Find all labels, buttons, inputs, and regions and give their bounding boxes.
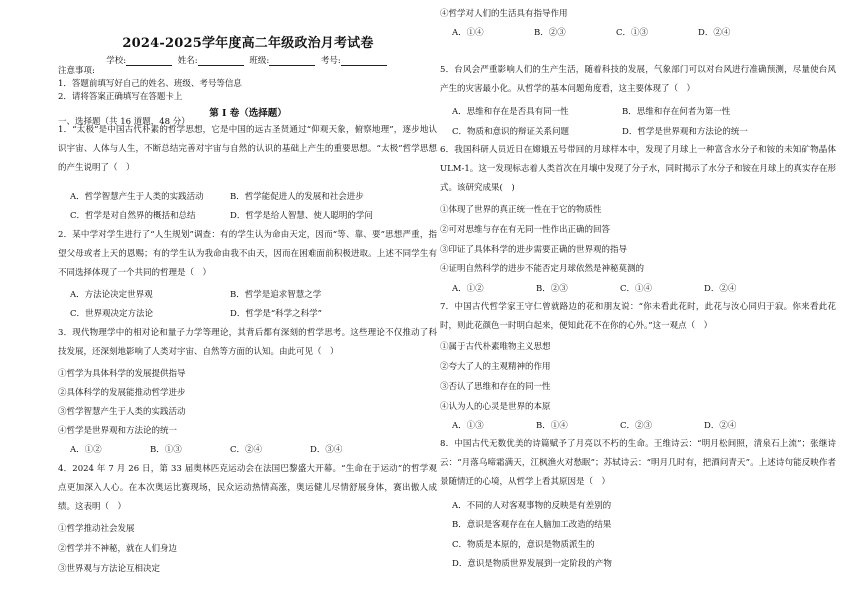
name-blank[interactable]	[198, 56, 244, 66]
q6-option-d[interactable]: D．②④	[704, 284, 737, 294]
section-title: 第 I 卷（选择题）	[209, 108, 287, 119]
q8-option-a[interactable]: A．不同的人对客观事物的反映是有差别的	[452, 501, 612, 511]
q6-options	[452, 285, 736, 294]
q1-options-row1	[70, 193, 364, 202]
note-item-2: 2．请将答案正确填写在答题卡上	[58, 92, 183, 102]
q4-item-1: ①哲学推动社会发展	[58, 524, 135, 534]
q8-option-b[interactable]: B．意识是客观存在在人脑加工改造的结果	[452, 520, 612, 530]
q4-options	[452, 29, 730, 38]
page-title: 2024-2025学年度高二年级政治月考试卷	[122, 36, 374, 51]
q7-stem: 7．中国古代哲学家王守仁曾就路边的花和朋友说：“你未看此花时，此花与汝心同归于寂。你来看此花时，则此花颜色一时明白起来，便知此花不在你的心外。”这一观点（ ）	[440, 302, 836, 331]
q7-option-b[interactable]: B．①④	[536, 421, 568, 431]
q6-option-a[interactable]: A．①②	[452, 284, 484, 294]
q3-item-4: ④哲学是世界观和方法论的统一	[58, 426, 178, 436]
q3-item-2: ②具体科学的发展能推动哲学进步	[58, 388, 186, 398]
q5-options-row1	[452, 108, 730, 117]
q4-stem: 4．2024 年 7 月 26 日，第 33 届奥林匹克运动会在法国巴黎盛大开幕。“生命在于运动”的哲学观点更加深入人心。在本次奥运比赛现场，民众运动热情高涨，奥运健儿尽情舒展身体，赛出傲人成绩。这表明（ ）	[58, 464, 437, 512]
note-item-1: 1．答题前填写好自己的姓名、班级、考号等信息	[58, 79, 242, 89]
q6-item-2: ②可对思维与存在有无同一性作出正确的回答	[440, 225, 611, 235]
q5-options-row2	[452, 128, 748, 137]
q3-item-1: ①哲学为具体科学的发展提供指导	[58, 369, 186, 379]
q4-option-b[interactable]: B．②③	[534, 28, 566, 38]
q2-option-a[interactable]: A．方法论决定世界观	[70, 290, 153, 300]
q4-item-3: ③世界观与方法论互相决定	[58, 564, 161, 574]
q3-option-a[interactable]: A．①②	[70, 445, 102, 455]
section-intro: 一、选择题（共 16 道题，48 分）	[58, 117, 190, 127]
q7-option-d[interactable]: D．②④	[704, 421, 737, 431]
q5-option-c[interactable]: C．物质和意识的辩证关系问题	[452, 127, 570, 137]
q1-option-a[interactable]: A．哲学智慧产生于人类的实践活动	[70, 192, 204, 202]
q7-option-c[interactable]: C．②③	[620, 421, 653, 431]
q2-option-c[interactable]: C．世界观决定方法论	[70, 309, 154, 319]
student-info-line	[58, 54, 438, 66]
q6-item-4: ④证明自然科学的进步不能否定月球依然是神秘莫测的	[440, 264, 645, 274]
q3-options	[70, 446, 342, 455]
class-label: 班级:	[249, 56, 270, 66]
q6-stem: 6．我国科研人员近日在嫦娥五号带回的月球样本中，发现了月球上一种富含水分子和铵的未知矿物晶体ULM-1。这一发现标志着人类首次在月壤中发现了分子水，同时揭示了水分子和铵在月球上的真实存在形式。该研究成果( )	[440, 145, 836, 193]
q4-option-c[interactable]: C．①③	[616, 28, 649, 38]
q7-item-3: ③否认了思维和存在的同一性	[440, 382, 551, 392]
q2-options-row1	[70, 291, 321, 300]
q8-option-c[interactable]: C．物质是本原的，意识是物质派生的	[452, 540, 595, 550]
q6-item-3: ③印证了具体科学的进步需要正确的世界观的指导	[440, 245, 628, 255]
q1-option-b[interactable]: B．哲学能促进人的发展和社会进步	[230, 192, 364, 202]
exam-number-label: 考号:	[320, 56, 341, 66]
q4-option-d[interactable]: D．②④	[698, 28, 731, 38]
q1-options-row2	[70, 212, 373, 221]
q8-stem: 8．中国古代无数优美的诗篇赋予了月亮以不朽的生命。王维诗云：“明月松间照，清泉石上流”；张继诗云：“月落乌啼霜满天，江枫渔火对愁眠”；苏轼诗云：“明月几时有，把酒问青天”。上述诗句能反映作者景随情迁的心境，从哲学上看其原因是（ ）	[440, 439, 836, 487]
class-blank[interactable]	[269, 56, 315, 66]
q6-item-1: ①体现了世界的真正统一性在于它的物质性	[440, 205, 602, 215]
q3-option-d[interactable]: D．③④	[310, 445, 343, 455]
q7-item-2: ②夸大了人的主观精神的作用	[440, 362, 551, 372]
notes-label: 注意事项:	[58, 66, 95, 76]
q2-option-d[interactable]: D．哲学是“科学之科学”	[230, 309, 323, 319]
q1-option-c[interactable]: C．哲学是对自然界的概括和总结	[70, 211, 196, 221]
right-column	[440, 0, 840, 607]
exam-number-blank[interactable]	[341, 56, 387, 66]
q8-option-d[interactable]: D．意识是物质世界发展到一定阶段的产物	[452, 559, 612, 569]
q7-item-1: ①属于古代朴素唯物主义思想	[440, 342, 551, 352]
q3-stem: 3．现代物理学中的相对论和量子力学等理论，其背后都有深刻的哲学思考。这些理论不仅推动了科技发展，还深刻地影响了人类对宇宙、自然等方面的认知。由此可见（ ）	[58, 328, 437, 357]
name-label: 姓名:	[177, 56, 198, 66]
q7-option-a[interactable]: A．①③	[452, 421, 484, 431]
school-label: 学校:	[106, 56, 127, 66]
q5-option-b[interactable]: B．思维和存在何者为第一性	[622, 107, 731, 117]
q1-stem: 1．“太极”是中国古代朴素的哲学思想，它是中国的远古圣贤通过“仰观天象，俯察地理”，逐步地认识宇宙、人体与人生，不断总结完善对宇宙与自然的认识的基础上产生的重要思想。“太极”哲学思想的产生说明了（ ）	[58, 125, 437, 173]
q7-options	[452, 422, 736, 431]
q4-item-2: ②哲学并不神秘，就在人们身边	[58, 544, 178, 554]
q6-option-c[interactable]: C．①④	[620, 284, 653, 294]
q5-option-d[interactable]: D．哲学是世界观和方法论的统一	[622, 127, 748, 137]
q3-option-c[interactable]: C．②④	[230, 445, 263, 455]
q6-option-b[interactable]: B．②③	[536, 284, 568, 294]
q2-stem: 2．某中学对学生进行了“人生规划”调查：有的学生认为命由天定，因而“等、靠、要”思想严重，指望父母或者上天的恩赐；有的学生认为我命由我不由天，因而在困难面前积极进取。上述不同学生有不同选择体现了一个共同的哲理是（ ）	[58, 230, 437, 278]
q7-item-4: ④认为人的心灵是世界的本原	[440, 402, 551, 412]
q5-stem: 5．台风会严重影响人们的生产生活，随着科技的发展，气象部门可以对台风进行准确预测，尽量使台风产生的灾害最小化。从哲学的基本问题角度看，这主要体现了（ ）	[440, 65, 836, 94]
school-blank[interactable]	[126, 56, 172, 66]
q4-option-a[interactable]: A．①④	[452, 28, 484, 38]
q1-option-d[interactable]: D．哲学是给人智慧、使人聪明的学问	[230, 211, 373, 221]
q3-option-b[interactable]: B．①③	[150, 445, 182, 455]
q2-option-b[interactable]: B．哲学是追求智慧之学	[230, 290, 322, 300]
q4-item-4: ④哲学对人们的生活具有指导作用	[440, 9, 568, 19]
q3-item-3: ③哲学智慧产生于人类的实践活动	[58, 407, 186, 417]
q2-options-row2	[70, 310, 322, 319]
left-column	[58, 0, 438, 607]
q5-option-a[interactable]: A．思维和存在是否具有同一性	[452, 107, 569, 117]
